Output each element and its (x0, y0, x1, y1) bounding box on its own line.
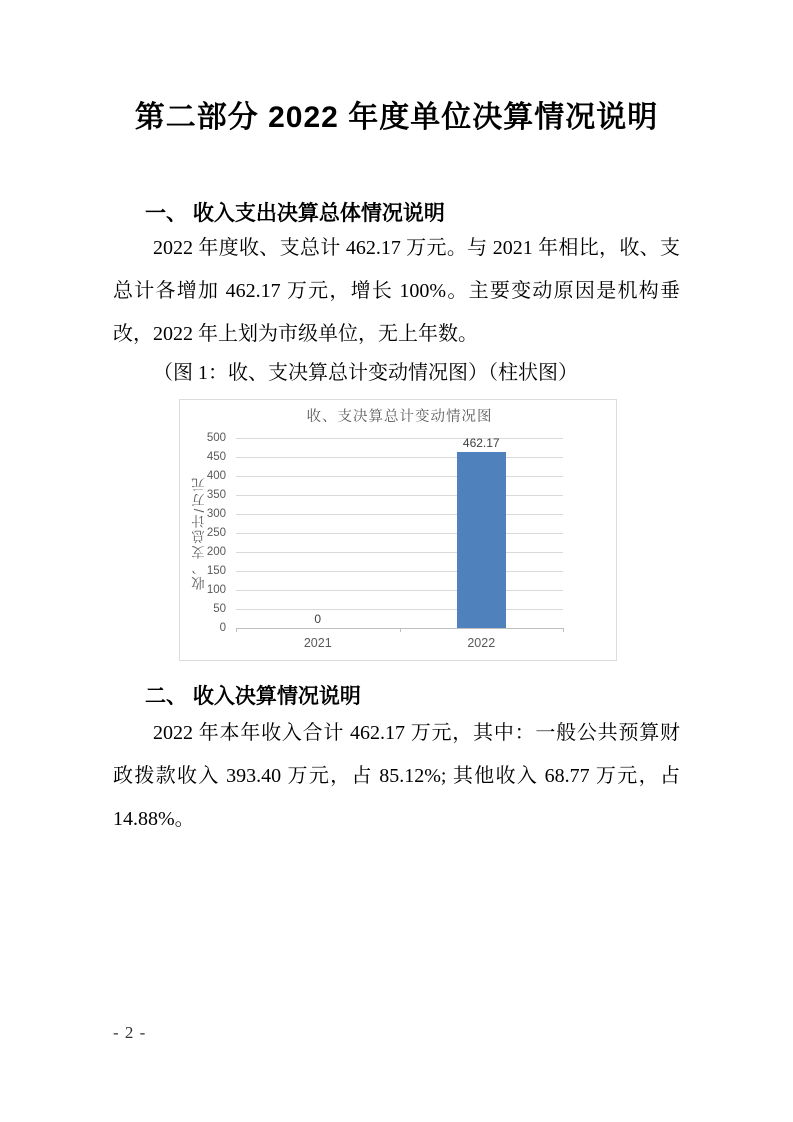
bar-value-label: 0 (314, 612, 322, 626)
chart-y-axis-label: 收、支总计/万元 (192, 475, 207, 591)
gridline (236, 533, 563, 534)
gridline (236, 552, 563, 553)
figure-caption: （图 1：收、支决算总计变动情况图）（柱状图） (153, 362, 578, 384)
bar-2022 (457, 452, 506, 628)
section-heading-2: 二、 收入决算情况说明 (145, 685, 361, 708)
y-tick-label: 150 (206, 565, 226, 577)
gridline (236, 457, 563, 458)
y-tick-label: 100 (206, 584, 226, 596)
gridline (236, 590, 563, 591)
x-category-label: 2022 (467, 636, 496, 650)
y-tick-label: 250 (206, 527, 226, 539)
page-title: 第二部分 2022 年度单位决算情况说明 (134, 101, 659, 134)
y-tick-label: 200 (206, 546, 226, 558)
y-tick-label: 0 (219, 622, 226, 634)
y-tick-label: 300 (206, 508, 226, 520)
gridline (236, 495, 563, 496)
gridline (236, 514, 563, 515)
page-number: - 2 - (113, 1023, 147, 1042)
bar-chart (179, 399, 617, 661)
x-axis-tick (563, 628, 564, 632)
paragraph-income: 2022 年本年收入合计 462.17 万元，其中：一般公共预算财政拨款收入 393.40 万元，占 85.12%; 其他收入 68.77 万元，占 14.88%。 (113, 722, 680, 830)
gridline (236, 571, 563, 572)
paragraph-overview: 2022 年度收、支总计 462.17 万元。与 2021 年相比，收、支总计各增加 462.17 万元，增长 100%。主要变动原因是机构垂改，2022 年上划为市级单位，无上年数。 (113, 237, 680, 345)
y-tick-label: 500 (206, 432, 226, 444)
gridline (236, 476, 563, 477)
x-category-label: 2021 (303, 636, 332, 650)
chart-title: 收、支决算总计变动情况图 (306, 409, 493, 425)
y-tick-label: 450 (206, 451, 226, 463)
x-axis-tick (236, 628, 237, 632)
x-axis-tick (400, 628, 401, 632)
chart-plot-area (180, 400, 616, 660)
section-heading-1: 一、 收入支出决算总体情况说明 (145, 202, 445, 225)
bar-value-label: 462.17 (462, 436, 500, 451)
y-tick-label: 350 (206, 489, 226, 501)
y-tick-label: 400 (206, 470, 226, 482)
gridline (236, 609, 563, 610)
y-tick-label: 50 (213, 603, 226, 615)
